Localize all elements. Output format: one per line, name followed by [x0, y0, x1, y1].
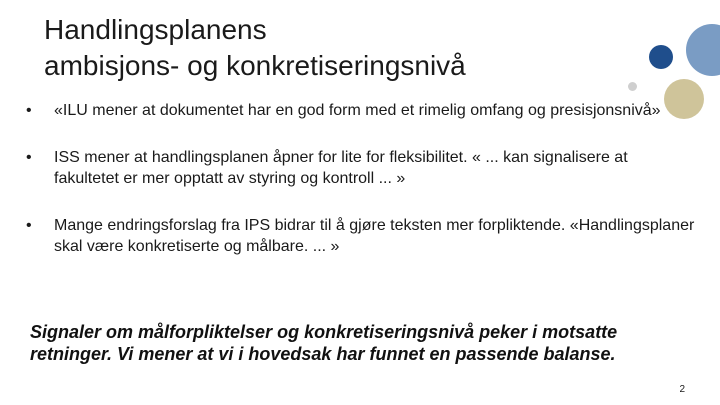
decorative-circle-grey — [628, 82, 637, 91]
title-line-1: Handlingsplanens — [44, 14, 267, 45]
bullet-text: ISS mener at handlingsplanen åpner for lite for fleksibilitet. « ... kan signalisere at fakultetet er mer opptatt av styring og kontroll ... » — [54, 149, 628, 187]
page-number: 2 — [679, 384, 685, 395]
decorative-circle-blue — [649, 45, 673, 69]
decorative-circle-steel — [686, 24, 720, 76]
bullet-list — [26, 100, 696, 257]
bullet-text: «ILU mener at dokumentet har en god form med et rimelig omfang og presisjonsnivå» — [54, 102, 661, 119]
bullet-dot-icon: • — [26, 217, 32, 234]
conclusion-text: Signaler om målforpliktelser og konkretiseringsnivå peker i motsatte retninger. Vi mener at vi i hovedsak har funnet en passende balanse. — [30, 322, 618, 364]
slide-title — [44, 12, 604, 84]
bullet-item-iss — [26, 147, 696, 189]
bullet-item-ips — [26, 215, 696, 257]
bullet-item-ilu — [26, 100, 696, 121]
bullet-dot-icon: • — [26, 102, 32, 119]
title-line-2: ambisjons- og konkretiseringsnivå — [44, 50, 466, 81]
bullet-dot-icon: • — [26, 149, 32, 166]
bullet-text: Mange endringsforslag fra IPS bidrar til å gjøre teksten mer forpliktende. «Handlingsplaner skal være konkretiserte og målbare. ... » — [54, 217, 695, 255]
